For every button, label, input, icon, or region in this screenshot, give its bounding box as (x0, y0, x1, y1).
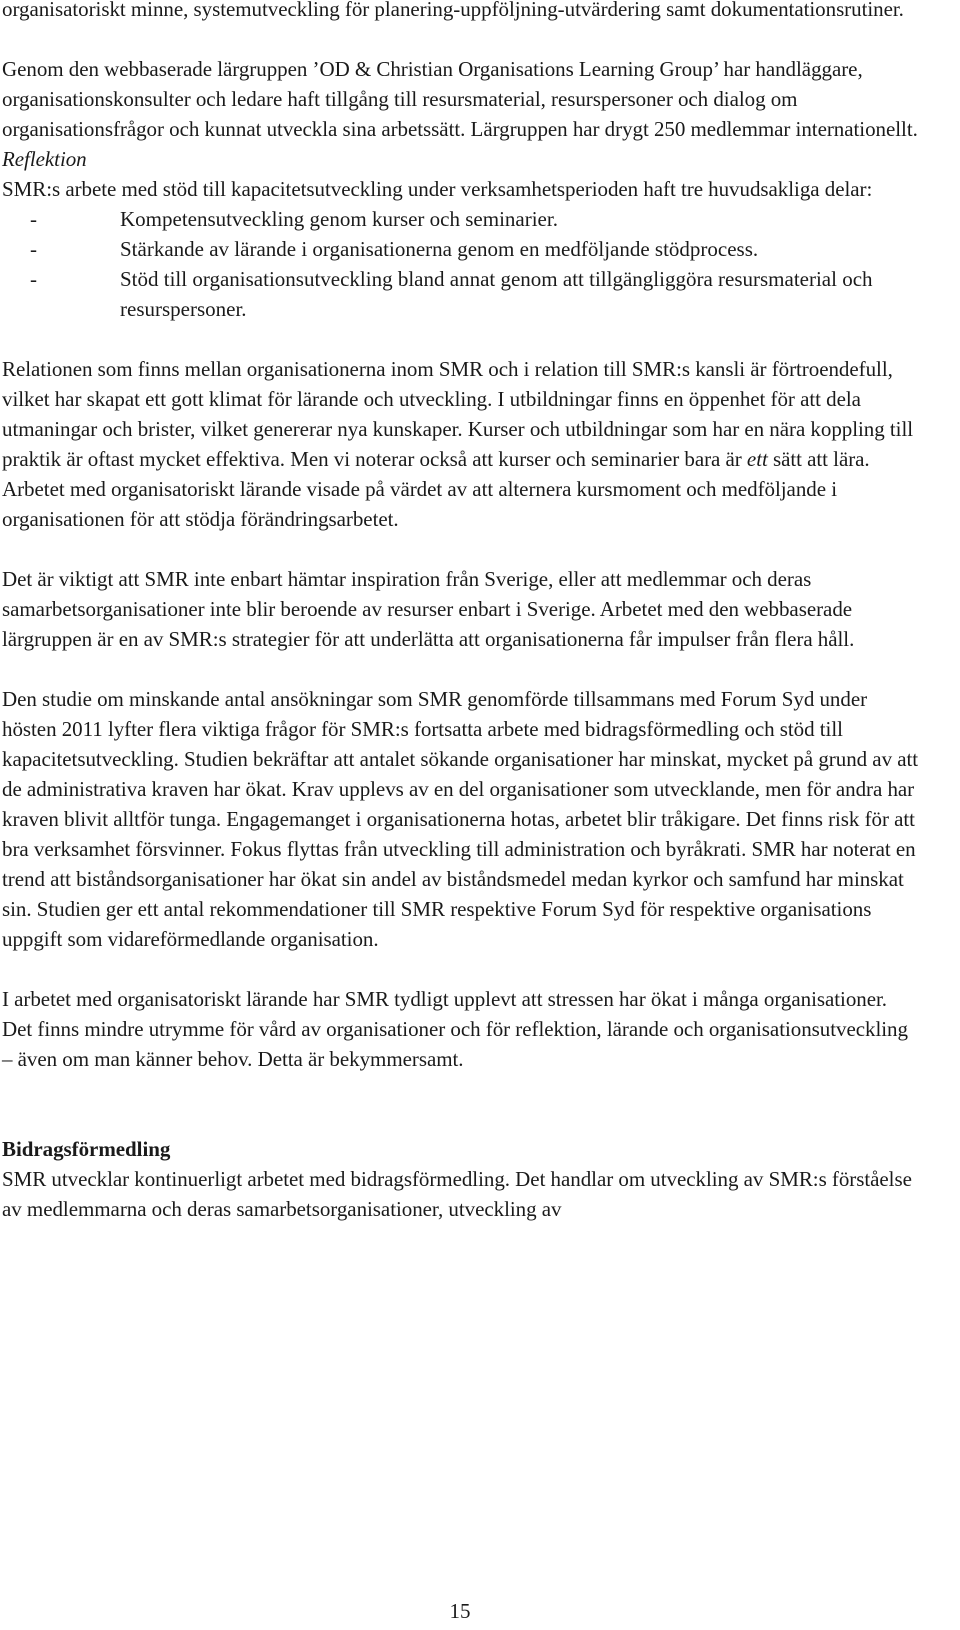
paragraph-study: Den studie om minskande antal ansökningar som SMR genomförde tillsammans med Forum Syd under hösten 2011 lyfter flera viktiga frågor för SMR:s fortsatta arbete med bidragsförmedling och stöd till kapacitetsutveckling. Studien bekräftar att antalet sökande organisationer har minskat, mycket på grund av att de administrativa kraven har ökat. Krav upplevs av en del organisationer som utvecklande, men för andra har kraven blivit alltför tunga. Engagemanget i organisationerna hotas, arbetet blir tråkigare. Det finns risk för att bra verksamhet försvinner. Fokus flyttas från utveckling till administration och byråkrati. SMR har noterat en trend att biståndsorganisationer har ökat sin andel av biståndsmedel medan kyrkor och samfund har minskat sin. Studien ger ett antal rekommendationer till SMR respektive Forum Syd för respektive organisations uppgift som vidareförmedlande organisation. (2, 687, 919, 951)
emphasis-ett: ett (746, 447, 768, 471)
list-item-text: Stöd till organisationsutveckling bland annat genom att tillgängliggöra resursmaterial och resurspersoner. (120, 267, 873, 321)
paragraph-capacity-development: SMR:s arbete med stöd till kapacitetsutveckling under verksamhetsperioden haft tre huvudsakliga delar: (2, 177, 873, 201)
paragraph-inspiration: Det är viktigt att SMR inte enbart hämtar inspiration från Sverige, eller att medlemmar och deras samarbetsorganisationer inte blir beroende av resurser enbart i Sverige. Arbetet med den webbaserade lärgruppen är en av SMR:s strategier för att underlätta att organisationerna får impulser från flera håll. (2, 567, 855, 651)
paragraph-relations-text-end: sätt att lära. Arbetet med organisatoriskt lärande visade på värdet av att alternera kursmoment och medföljande i organisationen för att stödja förändringsarbetet. (2, 447, 870, 531)
paragraph-grant-mediation: SMR utvecklar kontinuerligt arbetet med bidragsförmedling. Det handlar om utveckling av SMR:s förståelse av medlemmarna och deras samarbetsorganisationer, utveckling av (2, 1167, 912, 1221)
paragraph-intro-continuation: organisatoriskt minne, systemutveckling för planering-uppföljning-utvärdering samt dokumentationsrutiner. (2, 0, 904, 21)
list-item (2, 234, 922, 264)
list-item (2, 204, 922, 234)
capacity-parts-list (2, 204, 922, 324)
page-number: 15 (449, 1599, 471, 1623)
list-marker: - (30, 207, 37, 231)
list-marker: - (30, 267, 37, 291)
paragraph-stress: I arbetet med organisatoriskt lärande har SMR tydligt upplevt att stressen har ökat i många organisationer. Det finns mindre utrymme för vård av organisationer och för reflektion, lärande och organisationsutveckling – även om man känner behov. Detta är bekymmersamt. (2, 987, 908, 1071)
list-item-text: Kompetensutveckling genom kurser och seminarier. (120, 207, 558, 231)
section-heading-reflektion: Reflektion (2, 147, 87, 171)
section-heading-bidragsformedling: Bidragsförmedling (2, 1137, 171, 1161)
list-marker: - (30, 237, 37, 261)
list-item-text: Stärkande av lärande i organisationerna genom en medföljande stödprocess. (120, 237, 759, 261)
body-text-column (2, 0, 922, 1224)
list-item (2, 264, 922, 324)
paragraph-learning-group: Genom den webbaserade lärgruppen ’OD & Christian Organisations Learning Group’ har handläggare, organisationskonsulter och ledare haft tillgång till resursmaterial, resurspersoner och dialog om organisationsfrågor och kunnat utveckla sina arbetssätt. Lärgruppen har drygt 250 medlemmar internationellt. (2, 57, 918, 141)
paragraph-relations (2, 354, 922, 534)
paragraph-relations-text-start: Relationen som finns mellan organisationerna inom SMR och i relation till SMR:s kansli är förtroendefull, vilket har skapat ett gott klimat för lärande och utveckling. I utbildningar finns en öppenhet för att dela utmaningar och brister, vilket genererar nya kunskaper. Kurser och utbildningar som har en nära koppling till praktik är oftast mycket effektiva. Men vi noterar också att kurser och seminarier bara är (2, 357, 914, 471)
